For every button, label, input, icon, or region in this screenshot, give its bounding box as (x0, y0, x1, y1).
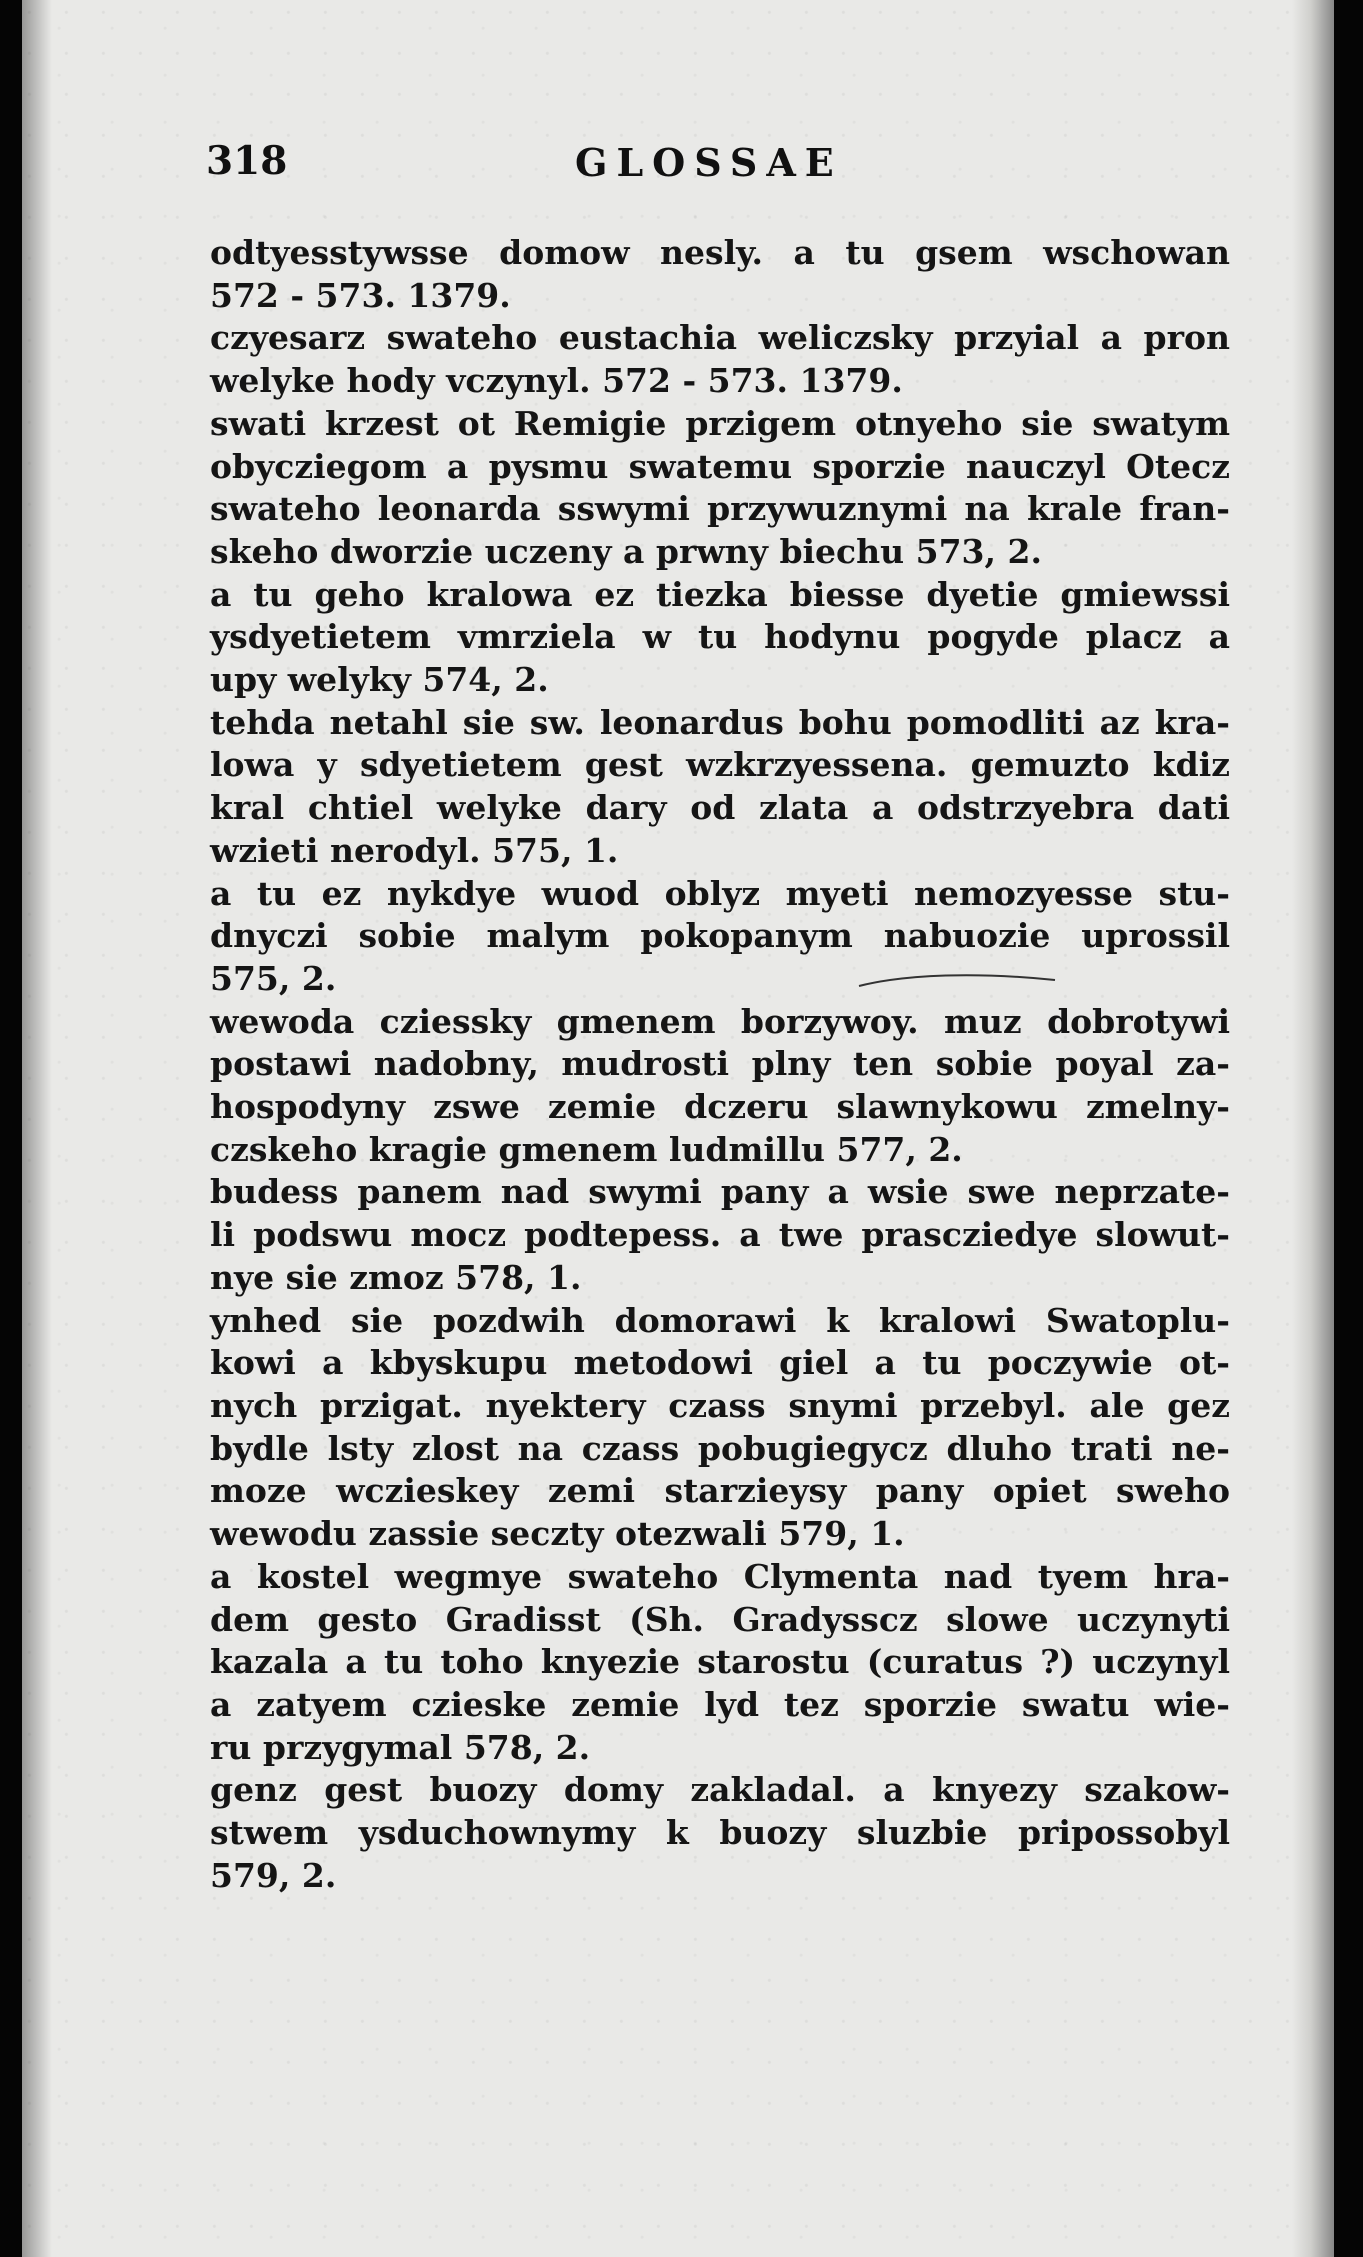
text-line: bydle lsty zlost na czass pobugiegycz dluho trati ne- (210, 1428, 1230, 1468)
text-line: swateho leonarda sswymi przywuznymi na krale fran- (210, 489, 1230, 529)
page-edge-shadow (22, 0, 52, 2257)
text-line: welyke hody vczynyl. 572 - 573. 1379. (210, 361, 903, 401)
text-line: tehda netahl sie sw. leonardus bohu pomodliti az kra- (210, 702, 1230, 742)
text-line: czyesarz swateho eustachia weliczsky przyial a pron (210, 318, 1230, 358)
text-line: li podswu mocz podtepess. a twe prascziedye slowut- (210, 1215, 1230, 1255)
text-line: dem gesto Gradisst (Sh. Gradysscz slowe uczynyti (210, 1599, 1230, 1639)
text-line: ysdyetietem vmrziela w tu hodynu pogyde placz a (210, 617, 1230, 657)
text-line: moze wczieskey zemi starzieysy pany opiet sweho (210, 1471, 1230, 1511)
pencil-underline-mark (857, 970, 1057, 994)
text-line: ynhed sie pozdwih domorawi k kralowi Swatoplu- (210, 1300, 1230, 1340)
text-line: kral chtiel welyke dary od zlata a odstrzyebra dati (210, 788, 1230, 828)
text-line: 579, 2. (210, 1855, 337, 1895)
running-head: GLOSSAE (575, 140, 843, 185)
text-line: czskeho kragie gmenem ludmillu 577, 2. (210, 1129, 963, 1169)
text-line: a tu ez nykdye wuod oblyz myeti nemozyesse stu- (210, 873, 1230, 913)
text-line: obycziegom a pysmu swatemu sporzie nauczyl Otecz (210, 446, 1230, 486)
text-line: wewodu zassie seczty otezwali 579, 1. (210, 1514, 905, 1554)
text-line: skeho dworzie uczeny a prwny biechu 573, 2. (210, 531, 1042, 571)
text-line: wewoda cziessky gmenem borzywoy. muz dobrotywi (210, 1001, 1230, 1041)
glossary-text (210, 232, 1230, 1897)
text-line: odtyesstywsse domow nesly. a tu gsem wschowan (210, 233, 1230, 272)
text-line: nye sie zmoz 578, 1. (210, 1257, 582, 1297)
text-line: kazala a tu toho knyezie starostu (curatus ?) uczynyl (210, 1642, 1230, 1682)
text-line: lowa y sdyetietem gest wzkrzyessena. gemuzto kdiz (210, 745, 1230, 785)
text-line: kowi a kbyskupu metodowi giel a tu poczywie ot- (210, 1343, 1230, 1383)
text-line: nych przigat. nyektery czass snymi przebyl. ale gez (210, 1385, 1230, 1425)
text-line: stwem ysduchownymy k buozy sluzbie pripossobyl (210, 1813, 1230, 1853)
text-line: upy welyky 574, 2. (210, 660, 549, 700)
text-line: swati krzest ot Remigie przigem otnyeho sie swatym (210, 403, 1230, 443)
text-line: budess panem nad swymi pany a wsie swe neprzate- (210, 1172, 1230, 1212)
page-header (190, 138, 1230, 198)
text-line: 572 - 573. 1379. (210, 275, 511, 315)
text-line: postawi nadobny, mudrosti plny ten sobie poyal za- (210, 1044, 1230, 1084)
page-number: 318 (206, 138, 288, 184)
text-line: wzieti nerodyl. 575, 1. (210, 830, 619, 870)
text-line: hospodyny zswe zemie dczeru slawnykowu zmelny- (210, 1087, 1230, 1127)
text-line: a tu geho kralowa ez tiezka biesse dyetie gmiewssi (210, 574, 1230, 614)
text-line: ru przygymal 578, 2. (210, 1727, 591, 1767)
text-line: 575, 2. (210, 958, 337, 998)
book-page (22, 0, 1334, 2257)
text-line: dnyczi sobie malym pokopanym nabuozie uprossil (210, 916, 1230, 956)
page-gutter (1292, 0, 1334, 2257)
text-line: a kostel wegmye swateho Clymenta nad tyem hra- (210, 1556, 1230, 1596)
text-line: genz gest buozy domy zakladal. a knyezy szakow- (210, 1770, 1230, 1810)
text-line: a zatyem czieske zemie lyd tez sporzie swatu wie- (210, 1684, 1230, 1724)
